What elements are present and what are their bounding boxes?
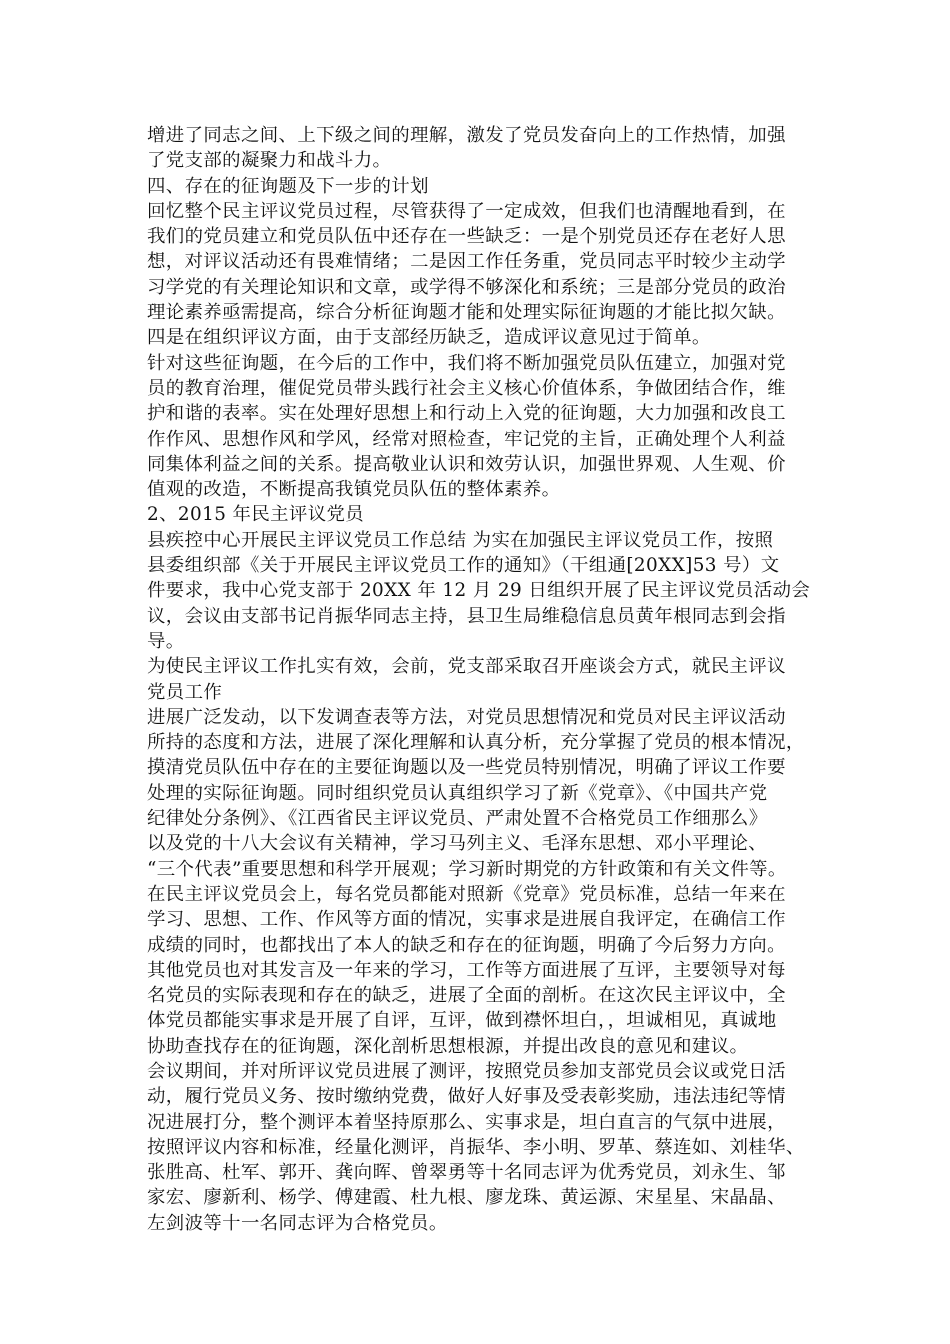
text-line: 回忆整个民主评议党员过程，尽管获得了一定成效，但我们也清醒地看到，在 <box>147 200 786 222</box>
text-line: 同集体利益之间的关系。提高敬业认识和效劳认识，加强世界观、人生观、价 <box>147 453 786 475</box>
text-line: 作作风、思想作风和学风，经常对照检查，牢记党的主旨，正确处理个人利益 <box>147 428 786 450</box>
text-line: 员的教育治理，催促党员带头践行社会主义核心价值体系，争做团结合作，维 <box>147 377 786 399</box>
text-line: 我们的党员建立和党员队伍中还存在一些缺乏：一是个别党员还存在老好人思 <box>147 226 786 248</box>
text-line: 纪律处分条例》、《江西省民主评议党员、严肃处置不合格党员工作细那么》 <box>147 808 768 830</box>
text-line: 习学党的有关理论知识和文章，或学得不够深化和系统；三是部分党员的政治 <box>147 276 786 298</box>
text-line: 所持的态度和方法，进展了深化理解和认真分析，充分掌握了党员的根本情况， <box>147 732 805 754</box>
text-line: 值观的改造，不断提高我镇党员队伍的整体素养。 <box>147 479 561 501</box>
text-line: 摸清党员队伍中存在的主要征询题以及一些党员特别情况，明确了评议工作要 <box>147 757 786 779</box>
text-line: 想，对评议活动还有畏难情绪；二是因工作任务重，党员同志平时较少主动学 <box>147 251 786 273</box>
text-line: 学习、思想、工作、作风等方面的情况，实事求是进展自我评定，在确信工作 <box>147 909 786 931</box>
text-line: 为使民主评议工作扎实有效，会前，党支部采取召开座谈会方式，就民主评议 <box>147 656 786 678</box>
text-line: 以及党的十八大会议有关精神，学习马列主义、毛泽东思想、邓小平理论、 <box>147 833 768 855</box>
text-line: 理论素养亟需提高，综合分析征询题才能和处理实际征询题的才能比拟欠缺。 <box>147 302 786 324</box>
text-line: 名党员的实际表现和存在的缺乏，进展了全面的剖析。在这次民主评议中，全 <box>147 985 786 1007</box>
text-line: 处理的实际征询题。同时组织党员认真组织学习了新《党章》、《中国共产党 <box>147 782 768 804</box>
text-line: 护和谐的表率。实在处理好思想上和行动上入党的征询题，大力加强和改良工 <box>147 403 786 425</box>
text-line: 四是在组织评议方面，由于支部经历缺乏，造成评议意见过于简单。 <box>147 327 711 349</box>
text-line: 县疾控中心开展民主评议党员工作总结 为实在加强民主评议党员工作，按照 <box>147 529 774 551</box>
text-line: 家宏、廖新利、杨学、傅建霞、杜九根、廖龙珠、黄运源、宋星星、宋晶晶、 <box>147 1187 786 1209</box>
text-line: 成绩的同时，也都找出了本人的缺乏和存在的征询题，明确了今后努力方向。 <box>147 934 786 956</box>
text-line: 进展广泛发动，以下发调查表等方法，对党员思想情况和党员对民主评议活动 <box>147 706 786 728</box>
text-line: 按照评议内容和标准，经量化测评，肖振华、李小明、罗革、蔡连如、刘桂华、 <box>147 1136 805 1158</box>
text-line: 在民主评议党员会上，每名党员都能对照新《党章》党员标准，总结一年来在 <box>147 883 786 905</box>
section-heading: 四、存在的征询题及下一步的计划 <box>147 175 429 197</box>
text-line: 党员工作 <box>147 681 223 703</box>
text-line: 了党支部的凝聚力和战斗力。 <box>147 150 392 172</box>
text-line: 会议期间，并对所评议党员进展了测评，按照党员参加支部党员会议或党日活 <box>147 1060 786 1082</box>
text-line: 动，履行党员义务、按时缴纳党费，做好人好事及受表彰奖励，违法违纪等情 <box>147 1086 786 1108</box>
text-line: 针对这些征询题，在今后的工作中，我们将不断加强党员队伍建立，加强对党 <box>147 352 786 374</box>
text-line: 件要求，我中心党支部于 20XX 年 12 月 29 日组织开展了民主评议党员活动会 <box>147 580 811 602</box>
text-line: 增进了同志之间、上下级之间的理解，激发了党员发奋向上的工作热情，加强 <box>147 125 786 146</box>
document-body <box>147 123 812 1236</box>
text-line: 议，会议由支部书记肖振华同志主持，县卫生局维稳信息员黄年根同志到会指 <box>147 605 786 627</box>
section-heading: 2、2015 年民主评议党员 <box>147 504 365 526</box>
text-line: 况进展打分，整个测评本着坚持原那么、实事求是，坦白直言的气氛中进展， <box>147 1111 786 1133</box>
text-line: 体党员都能实事求是开展了自评，互评，做到襟怀坦白，，坦诚相见，真诚地 <box>147 1010 777 1032</box>
text-line: “三个代表”重要思想和科学开展观；学习新时期党的方针政策和有关文件等。 <box>147 858 787 880</box>
text-line: 其他党员也对其发言及一年来的学习，工作等方面进展了互评，主要领导对每 <box>147 959 786 981</box>
text-line: 导。 <box>147 630 185 652</box>
text-line: 张胜高、杜军、郭开、龚向晖、曾翠勇等十名同志评为优秀党员，刘永生、邹 <box>147 1162 786 1184</box>
text-line: 县委组织部《关于开展民主评议党员工作的通知》（干组通[20XX]53 号）文 <box>147 555 780 577</box>
text-line: 协助查找存在的征询题，深化剖析思想根源，并提出改良的意见和建议。 <box>147 1035 749 1057</box>
text-line: 左剑波等十一名同志评为合格党员。 <box>147 1212 448 1234</box>
